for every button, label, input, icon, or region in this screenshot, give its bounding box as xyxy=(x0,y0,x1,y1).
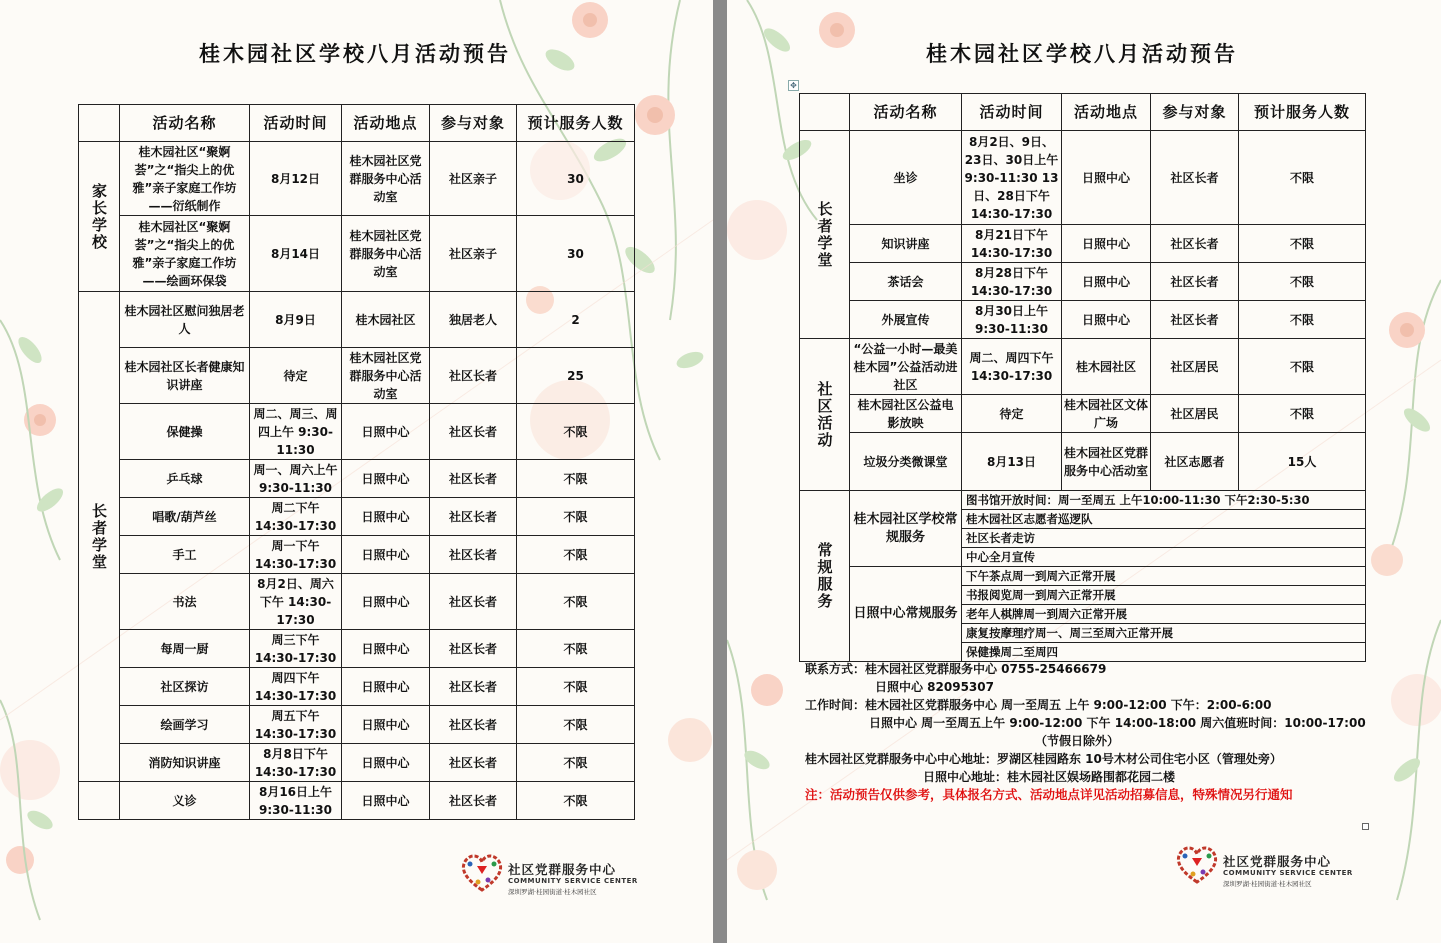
table-header-row xyxy=(800,94,1366,131)
document-page-left xyxy=(0,0,713,943)
cell-time: 8月14日 xyxy=(250,216,342,292)
cell-place: 日照中心 xyxy=(342,404,430,460)
cell-count: 不限 xyxy=(517,498,635,536)
table-row xyxy=(79,668,635,706)
cell-time: 周一、周六上午9:30-11:30 xyxy=(250,460,342,498)
header-blank xyxy=(800,94,850,131)
cell-place: 日照中心 xyxy=(342,706,430,744)
category-cell xyxy=(79,142,120,292)
cell-time: 8月28日下午 14:30-17:30 xyxy=(962,263,1062,301)
table-row xyxy=(79,536,635,574)
cell-target: 社区长者 xyxy=(430,706,517,744)
header-cell: 活动地点 xyxy=(342,105,430,142)
table-row xyxy=(79,706,635,744)
cell-name: 乒乓球 xyxy=(120,460,250,498)
table-row xyxy=(79,630,635,668)
schedule-table-right xyxy=(799,93,1366,662)
cell-name: “公益一小时—最美桂木园”公益活动进社区 xyxy=(850,339,962,395)
cell-name: 保健操 xyxy=(120,404,250,460)
cell-name: 书法 xyxy=(120,574,250,630)
table-row xyxy=(800,395,1366,433)
cell-place: 日照中心 xyxy=(342,536,430,574)
cell-target: 社区长者 xyxy=(430,460,517,498)
service-item: 老年人棋牌周一到周六正常开展 xyxy=(962,605,1366,624)
cell-name: 绘画学习 xyxy=(120,706,250,744)
cell-name: 坐诊 xyxy=(850,131,962,225)
cell-name: 知识讲座 xyxy=(850,225,962,263)
cell-time: 周四下午 14:30-17:30 xyxy=(250,668,342,706)
table-row xyxy=(800,225,1366,263)
cell-name: 桂木园社区“聚婀荟”之“指尖上的优雅”亲子家庭工作坊——衍纸制作 xyxy=(120,142,250,216)
header-cell: 活动地点 xyxy=(1062,94,1151,131)
cell-count: 不限 xyxy=(517,668,635,706)
cell-time: 待定 xyxy=(962,395,1062,433)
cell-count: 不限 xyxy=(1239,225,1366,263)
service-row xyxy=(800,491,1366,510)
service-item: 书报阅览周一到周六正常开展 xyxy=(962,586,1366,605)
cell-target: 社区长者 xyxy=(430,348,517,404)
cell-time: 8月21日下午 14:30-17:30 xyxy=(962,225,1062,263)
cell-place: 日照中心 xyxy=(342,460,430,498)
cell-place: 日照中心 xyxy=(342,630,430,668)
header-cell: 预计服务人数 xyxy=(517,105,635,142)
cell-name: 唱歌/葫芦丝 xyxy=(120,498,250,536)
service-item: 保健操周二至周四 xyxy=(962,643,1366,662)
info-line: 日照中心 82095307 xyxy=(875,680,994,694)
category-label: 长者学堂 xyxy=(815,200,834,269)
cell-count: 不限 xyxy=(517,460,635,498)
info-line: 工作时间：桂木园社区党群服务中心 周一至周五 上午 9:00-12:00 下午：2:00-6:00 xyxy=(805,698,1272,712)
cell-place: 桂木园社区党群服务中心活动室 xyxy=(1062,433,1151,491)
cell-count: 25 xyxy=(517,348,635,404)
table-row xyxy=(79,142,635,216)
service-item: 桂木园社区志愿者巡逻队 xyxy=(962,510,1366,529)
category-label: 长者学堂 xyxy=(90,502,108,571)
logo-english: COMMUNITY SERVICE CENTER xyxy=(1223,869,1353,877)
category-cell xyxy=(800,131,850,339)
cell-count: 不限 xyxy=(517,536,635,574)
cell-target: 社区居民 xyxy=(1151,339,1239,395)
cell-place: 日照中心 xyxy=(1062,131,1151,225)
info-line: 日照中心 周一至周五上午 9:00-12:00 下午 14:00-18:00 周六值班时间：10:00-17:00 xyxy=(869,716,1366,730)
header-cell: 参与对象 xyxy=(1151,94,1239,131)
cell-time: 8月8日下午 14:30-17:30 xyxy=(250,744,342,782)
cell-name: 社区探访 xyxy=(120,668,250,706)
table-row xyxy=(800,433,1366,491)
cell-time: 周二下午 14:30-17:30 xyxy=(250,498,342,536)
cell-place: 日照中心 xyxy=(342,744,430,782)
cell-count: 不限 xyxy=(1239,395,1366,433)
cell-target: 社区长者 xyxy=(430,536,517,574)
cell-time: 8月12日 xyxy=(250,142,342,216)
cell-count: 不限 xyxy=(517,404,635,460)
table-row xyxy=(800,339,1366,395)
info-line: 日照中心地址：桂木园社区娱场路围都花园二楼 xyxy=(923,770,1176,784)
cell-target: 社区长者 xyxy=(430,782,517,820)
community-service-center-logo xyxy=(458,848,638,900)
category-label: 家长学校 xyxy=(90,182,108,251)
cell-target: 社区长者 xyxy=(430,498,517,536)
category-cell xyxy=(79,292,120,782)
cell-target: 社区长者 xyxy=(1151,301,1239,339)
cell-place: 桂木园社区党群服务中心活动室 xyxy=(342,348,430,404)
cell-time: 周二、周四下午 14:30-17:30 xyxy=(962,339,1062,395)
cell-count: 不限 xyxy=(517,782,635,820)
table-row xyxy=(79,292,635,348)
cell-target: 社区居民 xyxy=(1151,395,1239,433)
schedule-table-left xyxy=(78,104,635,820)
table-row xyxy=(79,460,635,498)
cell-place: 日照中心 xyxy=(342,498,430,536)
cell-target: 社区亲子 xyxy=(430,142,517,216)
info-line: 桂木园社区党群服务中心中心地址：罗湖区桂园路东 10号木材公司住宅小区（管理处旁） xyxy=(805,752,1282,766)
category-cell xyxy=(800,491,850,662)
category-label: 常规服务 xyxy=(815,542,834,610)
service-block-label: 日照中心常规服务 xyxy=(850,567,962,662)
header-cell: 预计服务人数 xyxy=(1239,94,1366,131)
cell-place: 桂木园社区党群服务中心活动室 xyxy=(342,216,430,292)
cell-name: 茶话会 xyxy=(850,263,962,301)
category-cell xyxy=(79,782,120,820)
cell-place: 日照中心 xyxy=(342,782,430,820)
service-item: 社区长者走访 xyxy=(962,529,1366,548)
info-line: 联系方式：桂木园社区党群服务中心 0755-25466679 xyxy=(805,662,1107,676)
cell-name: 外展宣传 xyxy=(850,301,962,339)
cell-count: 不限 xyxy=(1239,301,1366,339)
table-row xyxy=(79,404,635,460)
cell-time: 8月13日 xyxy=(962,433,1062,491)
cell-time: 8月16日上午 9:30-11:30 xyxy=(250,782,342,820)
logo-subtitle: 深圳罗湖·桂园街道·桂木园社区 xyxy=(1223,880,1312,888)
cell-count: 不限 xyxy=(517,744,635,782)
cell-place: 日照中心 xyxy=(342,668,430,706)
cell-name: 桂木园社区公益电影放映 xyxy=(850,395,962,433)
logo-english: COMMUNITY SERVICE CENTER xyxy=(508,877,638,885)
cell-count: 30 xyxy=(517,216,635,292)
header-blank xyxy=(79,105,120,142)
cell-target: 社区长者 xyxy=(1151,131,1239,225)
table-move-handle-icon[interactable]: ✥ xyxy=(788,80,799,91)
cell-place: 桂木园社区党群服务中心活动室 xyxy=(342,142,430,216)
service-row xyxy=(800,567,1366,586)
cell-count: 30 xyxy=(517,142,635,216)
cell-time: 周二、周三、周四上午 9:30-11:30 xyxy=(250,404,342,460)
page-title: 桂木园社区学校八月活动预告 xyxy=(926,42,1238,66)
notice-text: 注：活动预告仅供参考，具体报名方式、活动地点详见活动招募信息，特殊情况另行通知 xyxy=(805,787,1293,802)
info-line: （节假日除外） xyxy=(1035,734,1120,748)
cell-target: 独居老人 xyxy=(430,292,517,348)
cell-time: 周五下午 14:30-17:30 xyxy=(250,706,342,744)
header-cell: 活动名称 xyxy=(120,105,250,142)
cell-name: 义诊 xyxy=(120,782,250,820)
header-cell: 参与对象 xyxy=(430,105,517,142)
cell-name: 桂木园社区长者健康知识讲座 xyxy=(120,348,250,404)
cell-count: 不限 xyxy=(517,574,635,630)
cell-target: 社区长者 xyxy=(430,668,517,706)
cell-time: 8月2日、周六下午 14:30-17:30 xyxy=(250,574,342,630)
cell-time: 待定 xyxy=(250,348,342,404)
cell-target: 社区长者 xyxy=(430,630,517,668)
cell-place: 桂木园社区文体广场 xyxy=(1062,395,1151,433)
category-cell xyxy=(800,339,850,491)
cell-count: 不限 xyxy=(1239,263,1366,301)
cell-target: 社区长者 xyxy=(430,574,517,630)
header-cell: 活动时间 xyxy=(250,105,342,142)
header-cell: 活动名称 xyxy=(850,94,962,131)
cell-target: 社区长者 xyxy=(430,404,517,460)
logo-title: 社区党群服务中心 xyxy=(508,862,617,877)
service-block-label: 桂木园社区学校常规服务 xyxy=(850,491,962,567)
service-item: 中心全月宣传 xyxy=(962,548,1366,567)
cell-target: 社区长者 xyxy=(1151,225,1239,263)
cell-time: 8月30日上午 9:30-11:30 xyxy=(962,301,1062,339)
table-row xyxy=(79,574,635,630)
cell-place: 日照中心 xyxy=(1062,301,1151,339)
cell-target: 社区志愿者 xyxy=(1151,433,1239,491)
header-cell: 活动时间 xyxy=(962,94,1062,131)
table-row xyxy=(800,263,1366,301)
cell-target: 社区亲子 xyxy=(430,216,517,292)
contact-info xyxy=(805,660,1365,804)
table-row xyxy=(800,131,1366,225)
heart-logo-icon xyxy=(458,848,506,896)
cell-time: 周一下午 14:30-17:30 xyxy=(250,536,342,574)
category-label: 社区活动 xyxy=(815,380,834,449)
cell-time: 8月9日 xyxy=(250,292,342,348)
cell-place: 桂木园社区 xyxy=(1062,339,1151,395)
cell-place: 日照中心 xyxy=(342,574,430,630)
table-row xyxy=(79,498,635,536)
cell-target: 社区长者 xyxy=(430,744,517,782)
table-row xyxy=(79,744,635,782)
cell-name: 每周一厨 xyxy=(120,630,250,668)
logo-title: 社区党群服务中心 xyxy=(1223,854,1332,869)
cell-place: 桂木园社区 xyxy=(342,292,430,348)
table-row xyxy=(800,301,1366,339)
table-resize-handle[interactable] xyxy=(1362,823,1369,830)
cell-name: 桂木园社区慰问独居老人 xyxy=(120,292,250,348)
table-row xyxy=(79,216,635,292)
cell-name: 消防知识讲座 xyxy=(120,744,250,782)
heart-logo-icon xyxy=(1173,840,1221,888)
logo-subtitle: 深圳罗湖·桂园街道·桂木园社区 xyxy=(508,888,597,896)
cell-count: 不限 xyxy=(517,706,635,744)
cell-name: 桂木园社区“聚婀荟”之“指尖上的优雅”亲子家庭工作坊——绘画环保袋 xyxy=(120,216,250,292)
cell-count: 不限 xyxy=(1239,339,1366,395)
cell-place: 日照中心 xyxy=(1062,225,1151,263)
community-service-center-logo xyxy=(1173,840,1353,892)
cell-name: 手工 xyxy=(120,536,250,574)
cell-count: 2 xyxy=(517,292,635,348)
service-item: 康复按摩理疗周一、周三至周六正常开展 xyxy=(962,624,1366,643)
cell-time: 8月2日、9日、23日、30日上午 9:30-11:30 13日、28日下午 14:30-17:30 xyxy=(962,131,1062,225)
cell-target: 社区长者 xyxy=(1151,263,1239,301)
cell-count: 不限 xyxy=(1239,131,1366,225)
table-row xyxy=(79,782,635,820)
table-row xyxy=(79,348,635,404)
cell-count: 不限 xyxy=(517,630,635,668)
service-item: 下午茶点周一到周六正常开展 xyxy=(962,567,1366,586)
service-item: 图书馆开放时间：周一至周五 上午10:00-11:30 下午2:30-5:30 xyxy=(962,491,1366,510)
cell-count: 15人 xyxy=(1239,433,1366,491)
page-title: 桂木园社区学校八月活动预告 xyxy=(199,42,511,66)
table-header-row xyxy=(79,105,635,142)
cell-time: 周三下午 14:30-17:30 xyxy=(250,630,342,668)
cell-place: 日照中心 xyxy=(1062,263,1151,301)
cell-name: 垃圾分类微课堂 xyxy=(850,433,962,491)
